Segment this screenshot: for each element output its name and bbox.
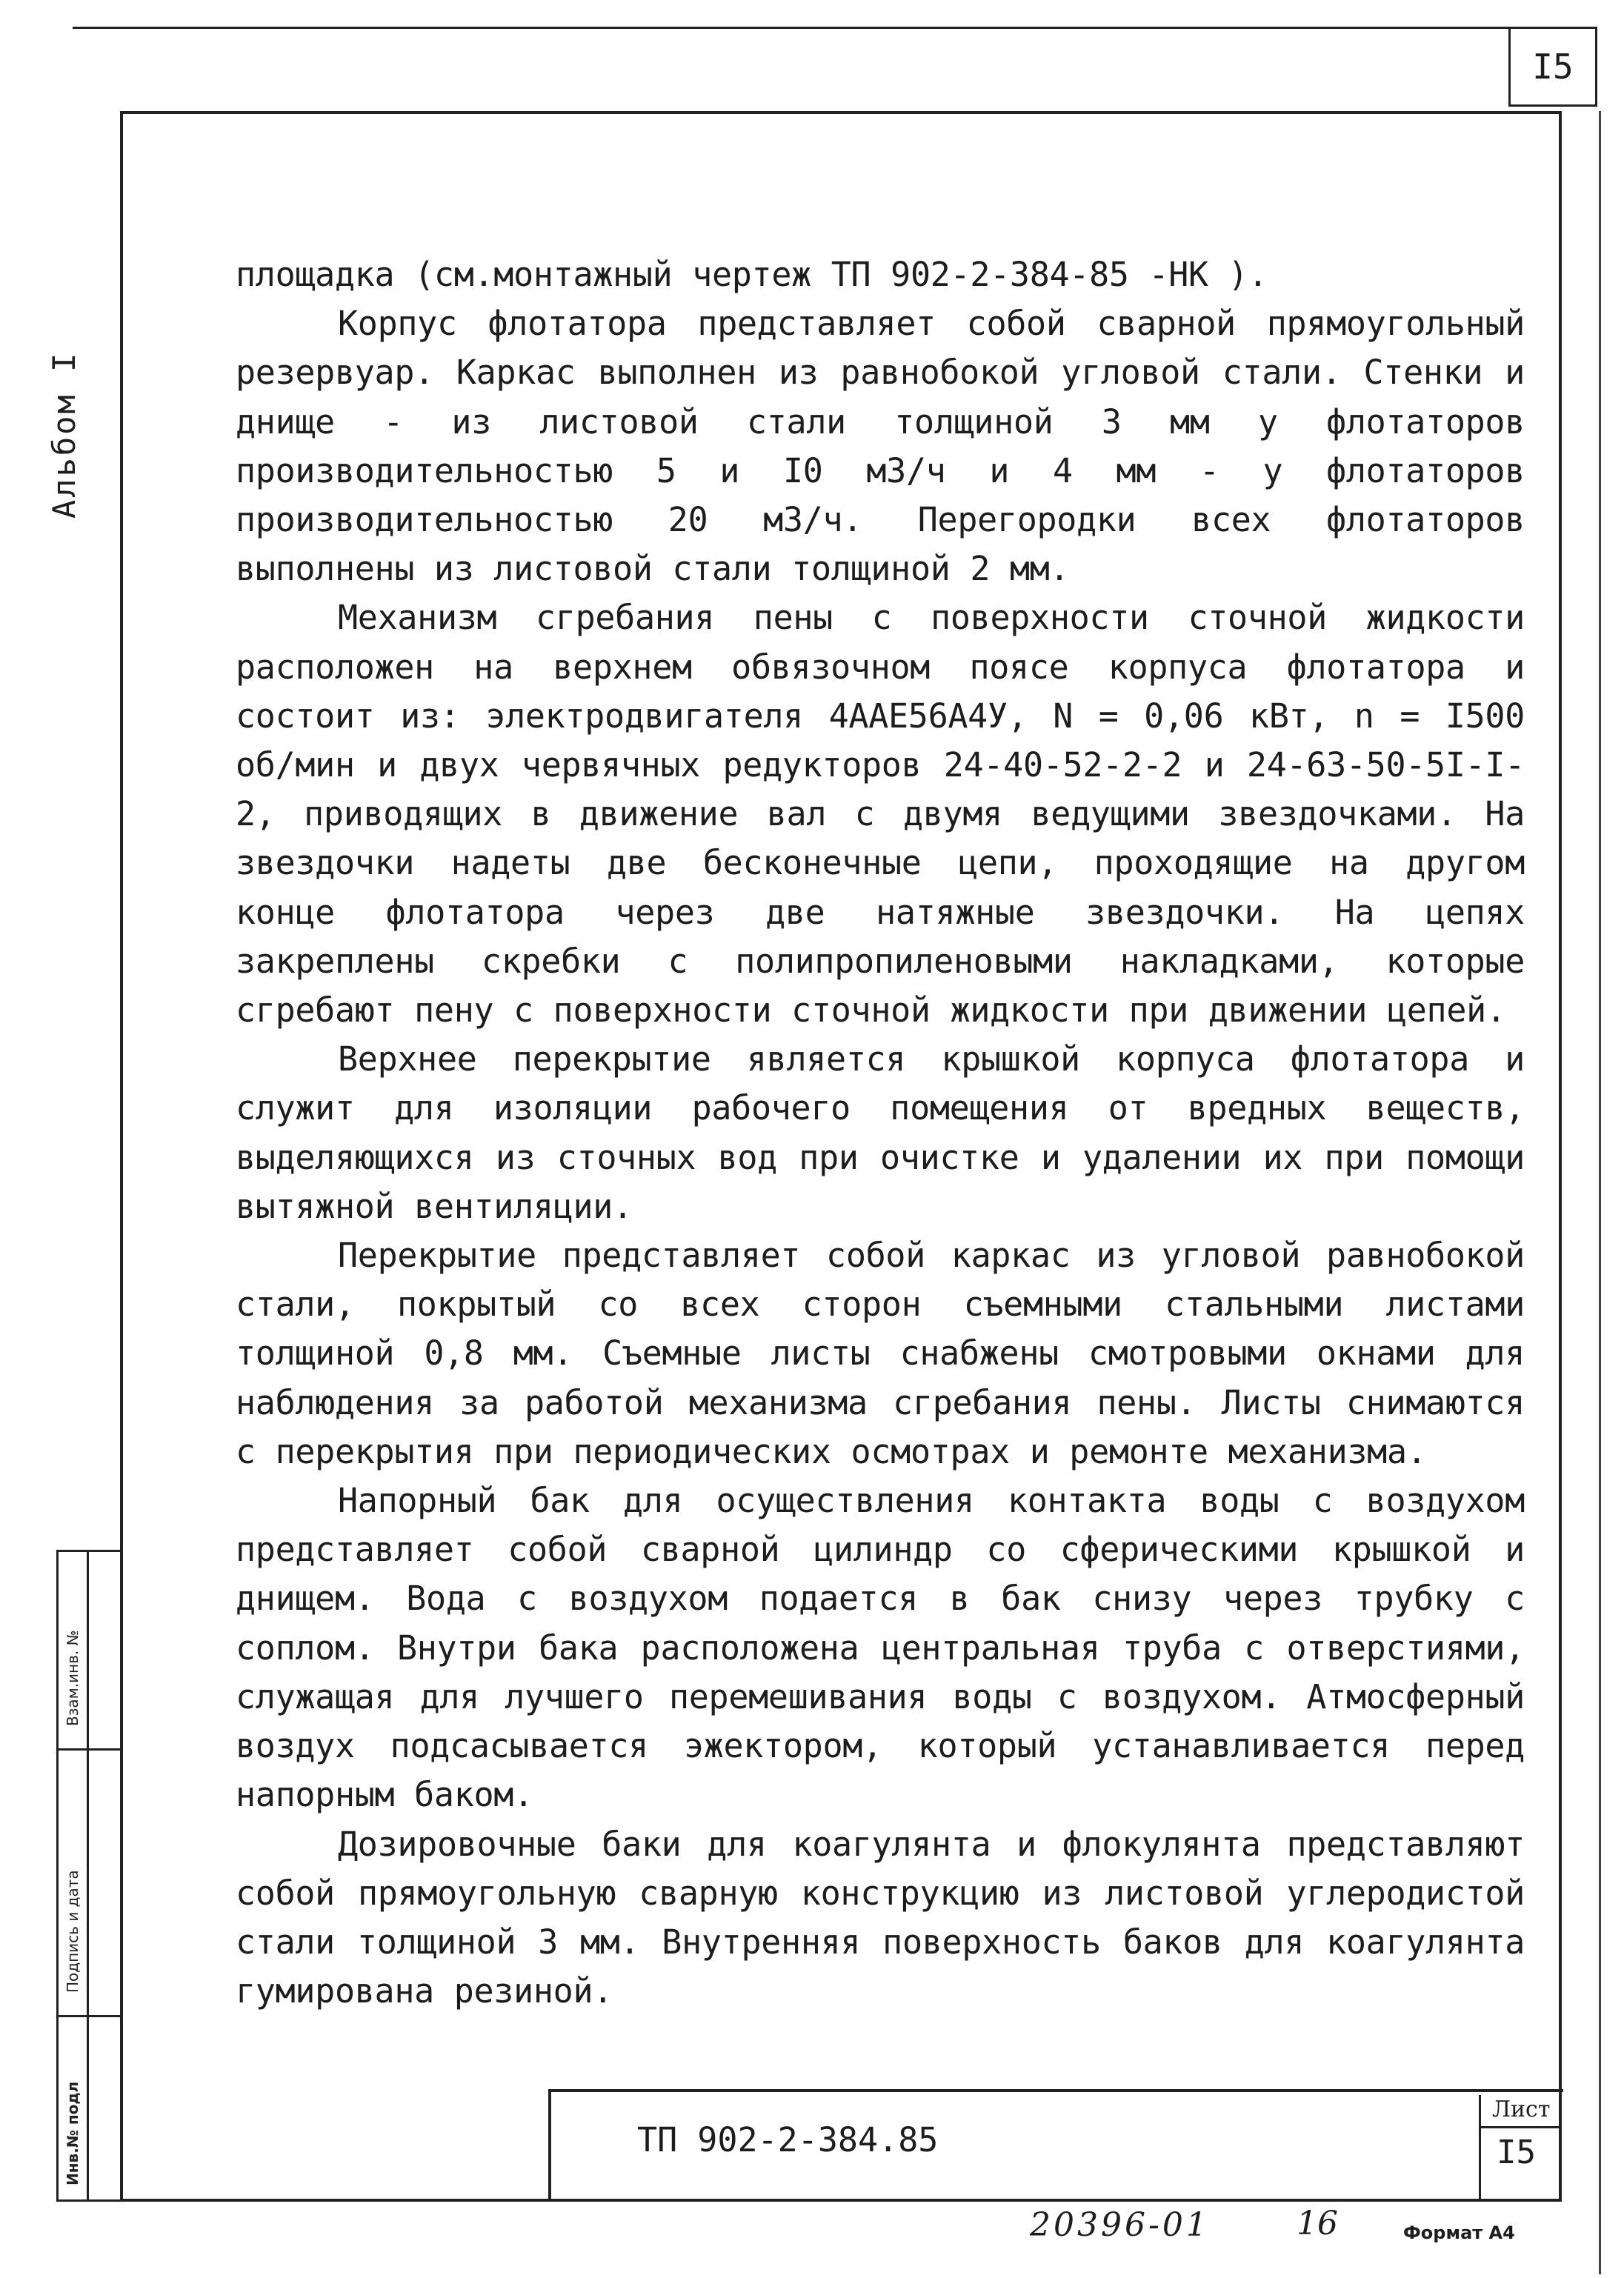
page-number: I5 <box>1532 47 1574 87</box>
paragraph: площадка (см.монтажный чертеж ТП 902-2-384-85 -НК ). <box>236 255 1268 294</box>
top-rule <box>73 27 1510 29</box>
sheet-cell-divider <box>1479 2126 1560 2128</box>
paper-format: Формат А4 <box>1403 2222 1515 2243</box>
paragraph: Напорный бак для осуществления контакта воды с воздухом представляет собой сварной цилиндр со сферическими крышкой и днищем. Вода с воздухом подается в бак снизу через трубку с соплом. Внутри бака расположена центральная труба с отверстиями, служащая для лучшего перемешивания воды с воздухом. Атмосферный воздух подсасывается эжектором, который устанавливается перед напорным баком. <box>236 1481 1525 1815</box>
original-inventory-label: Инв.№ подл <box>64 2081 81 2185</box>
album-label: Альбом I <box>46 350 82 519</box>
approval-strip-divider <box>56 2015 123 2017</box>
paragraph: Верхнее перекрытие является крышкой корпуса флотатора и служит для изоляции рабочего помещения от вредных веществ, выделяющихся из сточных вод при очистке и удалении их при помощи вытяжной вентиляции. <box>236 1039 1525 1226</box>
archive-number: 20396-01 <box>1030 2206 1210 2244</box>
archive-page: 16 <box>1297 2205 1338 2242</box>
signature-date-label: Подпись и дата <box>64 1870 81 1993</box>
body-text <box>236 250 1525 2016</box>
page-number-box <box>1508 27 1597 107</box>
paragraph: Механизм сгребания пены с поверхности сточной жидкости расположен на верхнем обвязочном поясе корпуса флотатора и состоит из: электродвигателя 4ААЕ56А4У, N = 0,06 кВт, n = I500 об/мин и двух червячных редукторов 24-40-52-2-2 и 24-63-50-5I-I-2, приводящих в движение вал с двумя ведущими звездочками. На звездочки надеты две бесконечные цепи, проходящие на другом конце флотатора через две натяжные звездочки. На цепях закреплены скребки с полипропиленовыми накладками, которые сгребают пену с поверхности сточной жидкости при движении цепей. <box>236 598 1525 1030</box>
paragraph: Корпус флотатора представляет собой сварной прямоугольный резервуар. Каркас выполнен из равнобокой угловой стали. Стенки и днище - из листовой стали толщиной 3 мм у флотаторов производительностью 5 и I0 м3/ч и 4 мм - у флотаторов производительностью 20 м3/ч. Перегородки всех флотаторов выполнены из листовой стали толщиной 2 мм. <box>236 304 1525 589</box>
replacement-inventory-label: Взам.инв. № <box>64 1630 81 1726</box>
frame-outer-edge <box>1599 111 1601 2274</box>
sheet-number: I5 <box>1497 2134 1536 2171</box>
approval-strip-divider <box>56 1748 123 1751</box>
paragraph: Дозировочные баки для коагулянта и флокулянта представляют собой прямоугольную сварную конструкцию из листовой углеродистой стали толщиной 3 мм. Внутренняя поверхность баков для коагулянта гумирована резиной. <box>236 1824 1525 2011</box>
document-code: ТП 902-2-384.85 <box>637 2120 939 2159</box>
paragraph: Перекрытие представляет собой каркас из угловой равнобокой стали, покрытый со всех сторон съемными стальными листами толщиной 0,8 мм. Съемные листы снабжены смотровыми окнами для наблюдения за работой механизма сгребания пены. Листы снимаются с перекрытия при периодических осмотрах и ремонте механизма. <box>236 1236 1525 1471</box>
sheet-label: Лист <box>1492 2097 1551 2122</box>
